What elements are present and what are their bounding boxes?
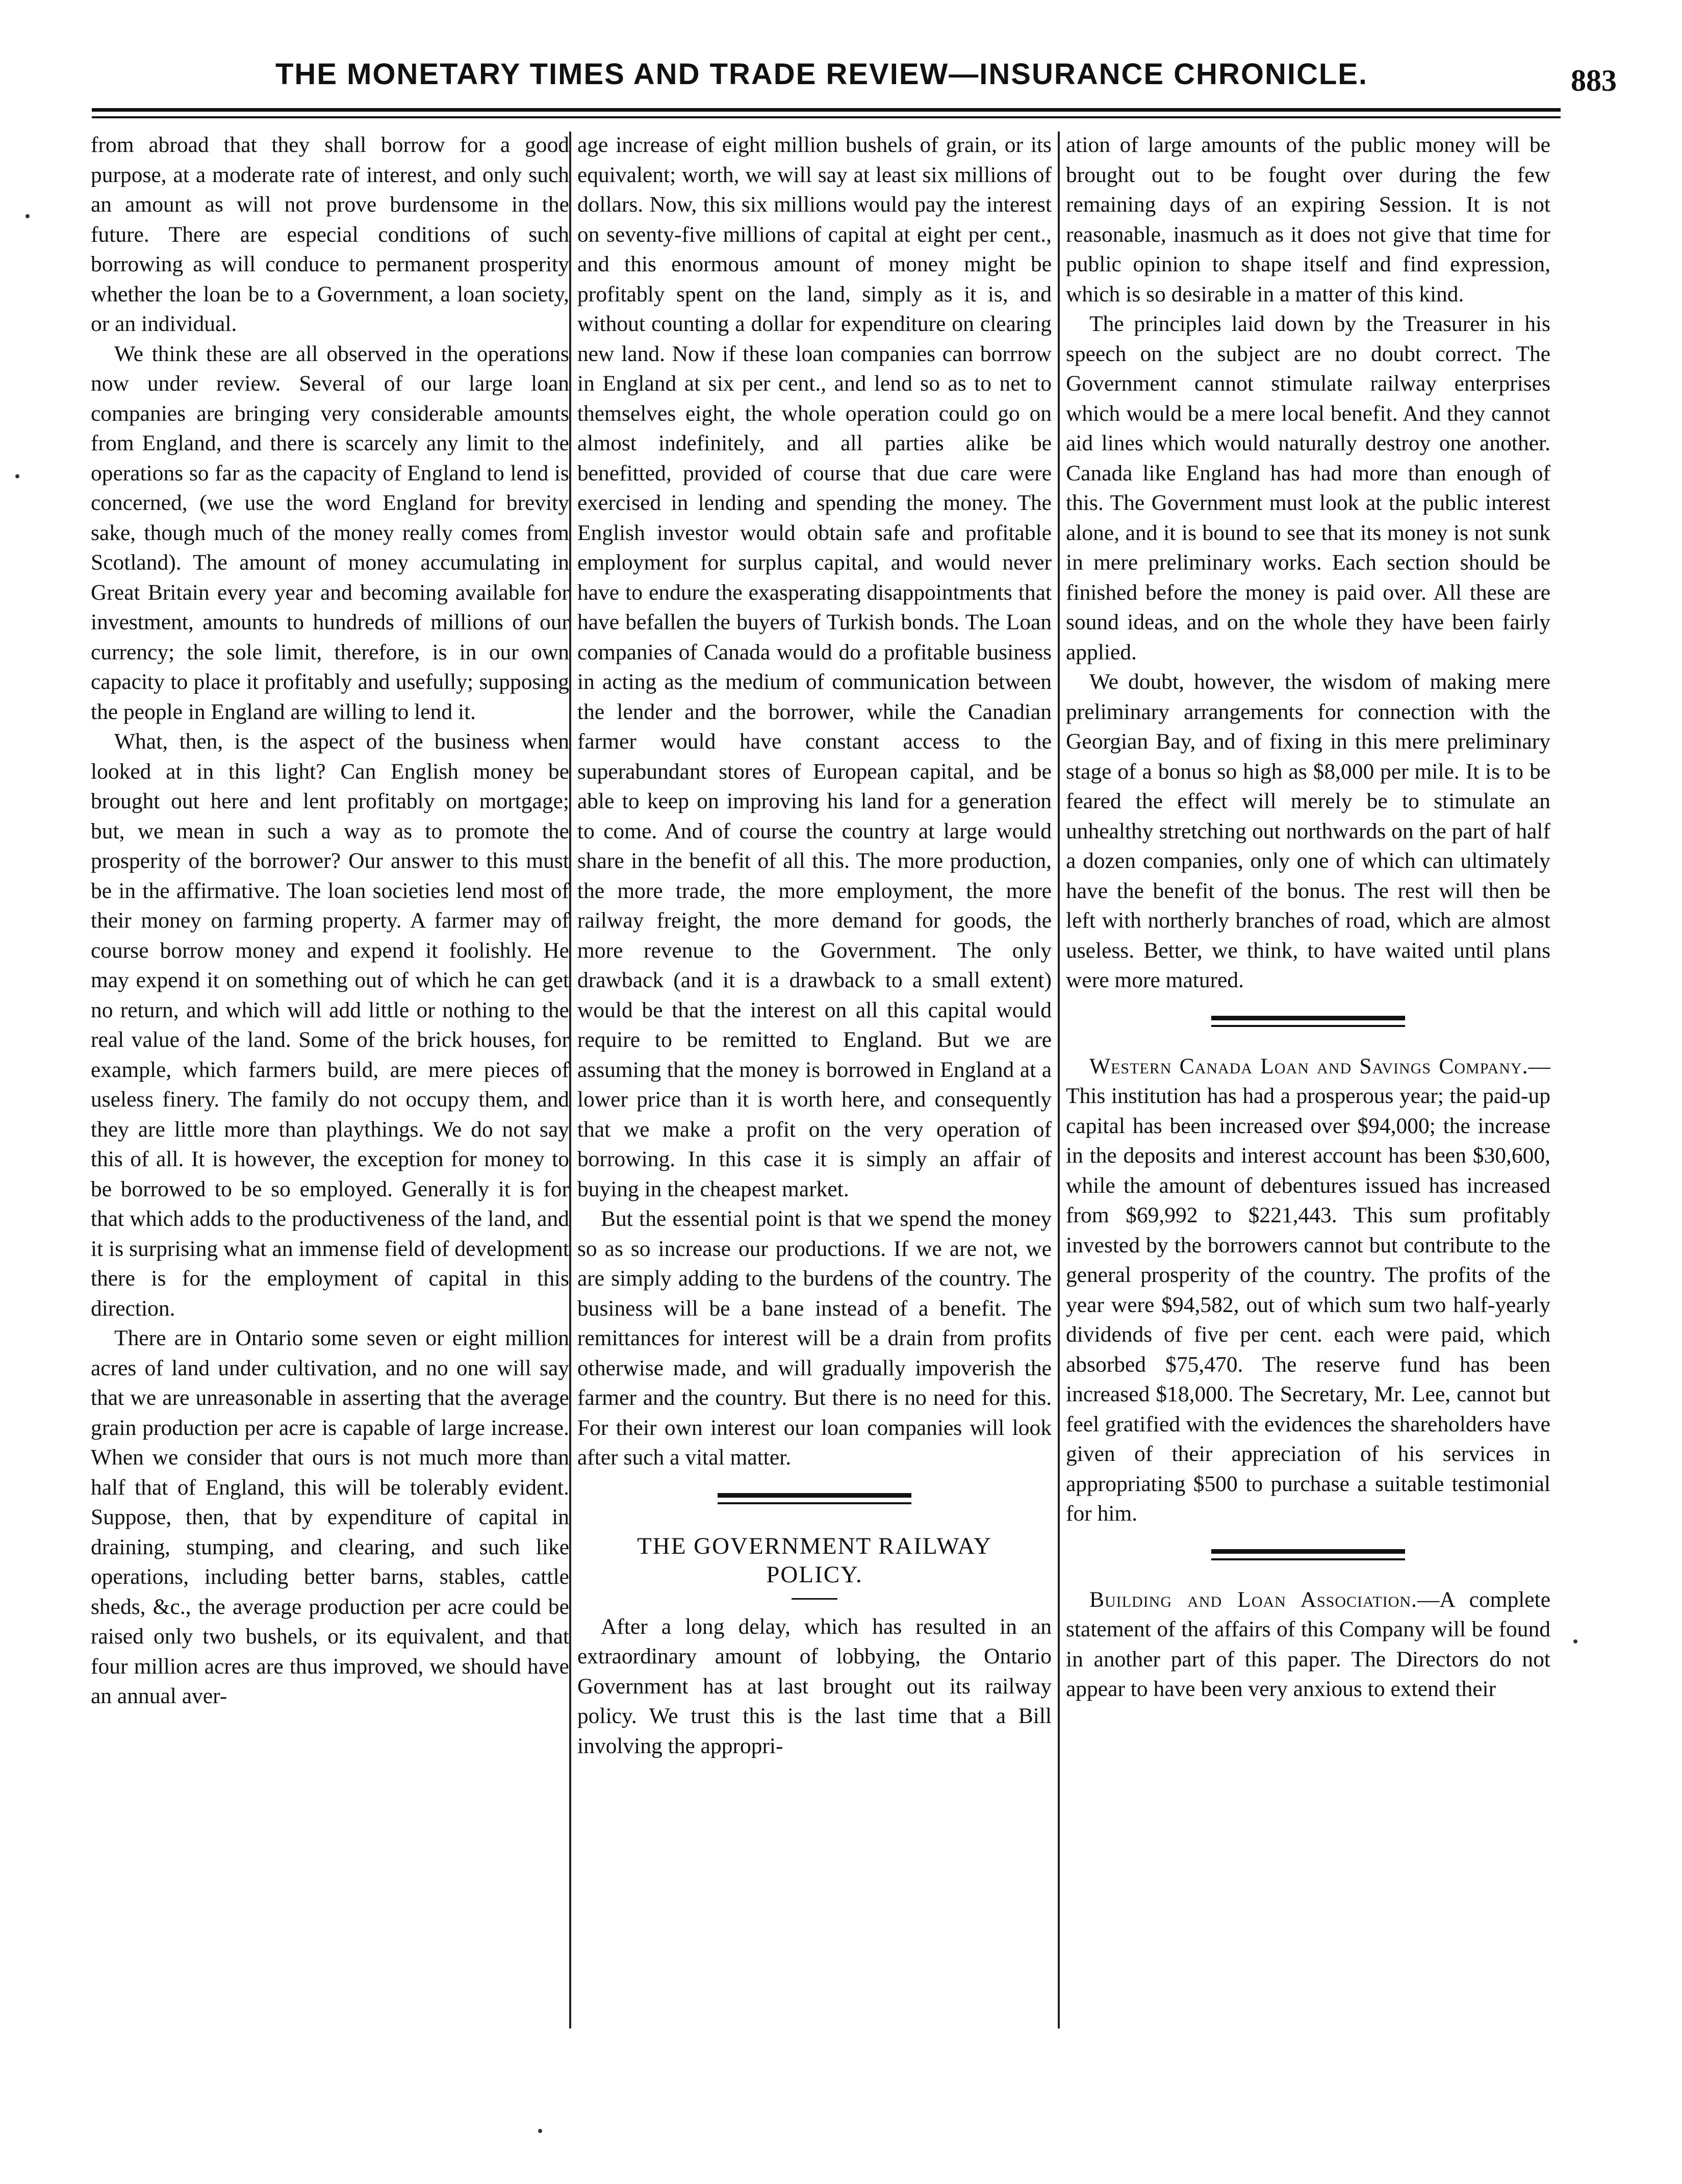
scan-speck [538, 2129, 542, 2133]
scan-speck [1573, 1639, 1577, 1643]
headline-rule [792, 1598, 837, 1600]
column-1 [91, 130, 569, 2129]
column-3 [1066, 130, 1550, 2129]
section-separator [1066, 995, 1550, 1051]
separator-bar [1211, 1549, 1405, 1554]
paragraph [1066, 1585, 1550, 1704]
paragraph: ation of large amounts of the public money will be brought out to be fought over during the few remaining days of an expiring Session. It is not reasonable, inasmuch as it does not give that time for public opinion to shape itself and find expression, which is so desirable in a matter of this kind. [1066, 133, 1550, 306]
item-heading: Building and Loan Association. [1089, 1587, 1417, 1612]
paragraph: There are in Ontario some seven or eight million acres of land under cultivation, and no one will say that we are unreasonable in asserting that the average grain production per acre is capable of large increase. When we consider that ours is not much more than half that of England, this will be tolerably evident. Suppose, then, that by expenditure of capital in draining, stumping, and clearing, and such like operations, including better barns, stables, cattle sheds, &c., the average production per acre could be raised only two bushels, or its equivalent, and that four million acres are thus improved, we should have an annual aver- [91, 1326, 569, 1708]
separator-bar [718, 1493, 911, 1498]
column-divider [1058, 132, 1060, 2028]
section-separator [577, 1473, 1052, 1529]
separator-bar-thin [718, 1502, 911, 1504]
paragraph: from abroad that they shall borrow for a good purpose, at a moderate rate of interest, and only such an amount as will not prove burdensome in the future. There are especial conditions of such borrowing as will conduce to permanent prosperity whether the loan be to a Government, a loan society, or an individual. [91, 133, 569, 336]
item-text: —This institution has had a prosperous year; the paid-up capital has been increased over $94,000; the increase in the deposits and interest account has been $30,600, while the amount of debentures issued has increased from $69,992 to $221,443. This sum profitably invested by the borrowers cannot but contribute to the general prosperity of the country. The profits of the year were $94,582, out of which sum two half-yearly dividends of five per cent. each were paid, which absorbed $75,470. The reserve fund has been increased $18,000. The Secretary, Mr. Lee, cannot but feel gratified with the evidences the shareholders have given of their appreciation of his services in appropriating $500 to purchase a suitable testimonial for him. [1066, 1054, 1550, 1526]
paragraph: We think these are all observed in the operations now under review. Several of our large loan companies are bringing very considerable amounts from England, and there is scarcely any limit to the operations so far as the capacity of England to lend is concerned, (we use the word England for brevity sake, though much of the money really comes from Scotland). The amount of money accumulating in Great Britain every year and becoming available for investment, amounts to hundreds of millions of our currency; the sole limit, therefore, is in our own capacity to place it profitably and usefully; supposing the people in England are willing to lend it. [91, 341, 569, 724]
section-separator [1066, 1529, 1550, 1585]
paragraph: After a long delay, which has resulted in an extraordinary amount of lobbying, the Ontario Government has at last brought out its railway policy. We trust this is the last time that a Bill involving the appropri- [577, 1614, 1052, 1758]
page-header [87, 53, 1617, 99]
scan-speck [15, 474, 19, 478]
separator-bar-thin [1211, 1558, 1405, 1560]
paragraph [1066, 1051, 1550, 1529]
header-rule [92, 108, 1561, 112]
item-text: —A complete statement of the affairs of this Company will be found in another part of this paper. The Directors do not appear to have been very anxious to extend their [1066, 1587, 1550, 1701]
paragraph: We doubt, however, the wisdom of making mere preliminary arrangements for connection with the Georgian Bay, and of fixing in this mere preliminary stage of a bonus so high as $8,000 per mile. It is to be feared the effect will merely be to stimulate an unhealthy stretching out northwards on the part of half a dozen companies, only one of which can ultimately have the benefit of the bonus. The rest will then be left with northerly branches of road, which are almost useless. Better, we think, to have waited until plans were more matured. [1066, 670, 1550, 992]
paragraph: age increase of eight million bushels of grain, or its equivalent; worth, we will say at least six millions of dollars. Now, this six millions would pay the interest on seventy-five millions of capital at eight per cent., and this enormous amount of money might be profitably spent on the land, simply as it is, and without counting a dollar for expenditure on clearing new land. Now if these loan companies can borrrow in England at six per cent., and lend so as to net to themselves eight, the whole operation could go on almost indefinitely, and all parties alike be benefitted, provided of course that due care were exercised in lending and spending the money. The English investor would obtain safe and profitable employment for surplus capital, and would never have to endure the exasperating disappointments that have befallen the buyers of Turkish bonds. The Loan companies of Canada would do a profitable business in acting as the medium of communication between the lender and the borrower, while the Canadian farmer would have constant access to the superabundant stores of European capital, and be able to keep on improving his land for a generation to come. And of course the country at large would share in the benefit of all this. The more production, the more trade, the more employment, the more railway freight, the more demand for goods, the more revenue to the Government. The only drawback (and it is a drawback to a small extent) would be that the interest on all this capital would require to be remitted to England. But we are assuming that the money is borrowed in England at a lower price than it is worth here, and consequently that we make a profit on the very operation of borrowing. In this case it is simply an affair of buying in the cheapest market. [577, 133, 1052, 1201]
separator-bar [1211, 1016, 1405, 1020]
masthead-title: THE MONETARY TIMES AND TRADE REVIEW—INSURANCE CHRONICLE. [275, 58, 1368, 91]
column-divider [569, 132, 571, 2028]
paragraph: The principles laid down by the Treasurer in his speech on the subject are no doubt correct. The Government cannot stimulate railway enterprises which would be a mere local benefit. And they cannot aid lines which would naturally destroy one another. Canada like England has had more than enough of this. The Government must look at the public interest alone, and it is bound to see that its money is not sunk in mere preliminary works. Each section should be finished before the money is paid over. All these are sound ideas, and on the whole they have been fairly applied. [1066, 312, 1550, 664]
headline-line: THE GOVERNMENT RAILWAY [637, 1532, 992, 1559]
article-headline [577, 1532, 1052, 1589]
paragraph: But the essential point is that we spend the money so as so increase our productions. If we are not, we are simply adding to the burdens of the country. The business will be a bane instead of a benefit. The remittances for interest will be a drain from profits otherwise made, and will gradually impoverish the farmer and the country. But there is no need for this. For their own interest our loan companies will look after such a vital matter. [577, 1206, 1052, 1470]
item-heading: Western Canada Loan and Savings Company. [1089, 1054, 1528, 1078]
headline-line: POLICY. [766, 1561, 863, 1588]
paragraph: What, then, is the aspect of the business when looked at in this light? Can English money be brought out here and lent profitably on mortgage; but, we mean in such a way as to promote the prosperity of the borrower? Our answer to this must be in the affirmative. The loan societies lend most of their money on farming property. A farmer may of course borrow money and expend it foolishly. He may expend it on something out of which he can get no return, and which will add little or nothing to the real value of the land. Some of the brick houses, for example, which farmers build, are mere pieces of useless finery. The family do not occupy them, and they are little more than playthings. We do not say this of all. It is however, the exception for money to be borrowed to be so employed. Generally it is for that which adds to the productiveness of the land, and it is surprising what an immense field of development there is for the employment of capital in this direction. [91, 729, 569, 1321]
page-number: 883 [1571, 64, 1617, 97]
header-rule-thin [92, 116, 1561, 118]
separator-bar-thin [1211, 1025, 1405, 1027]
scan-speck [26, 214, 30, 218]
column-2 [577, 130, 1052, 2129]
